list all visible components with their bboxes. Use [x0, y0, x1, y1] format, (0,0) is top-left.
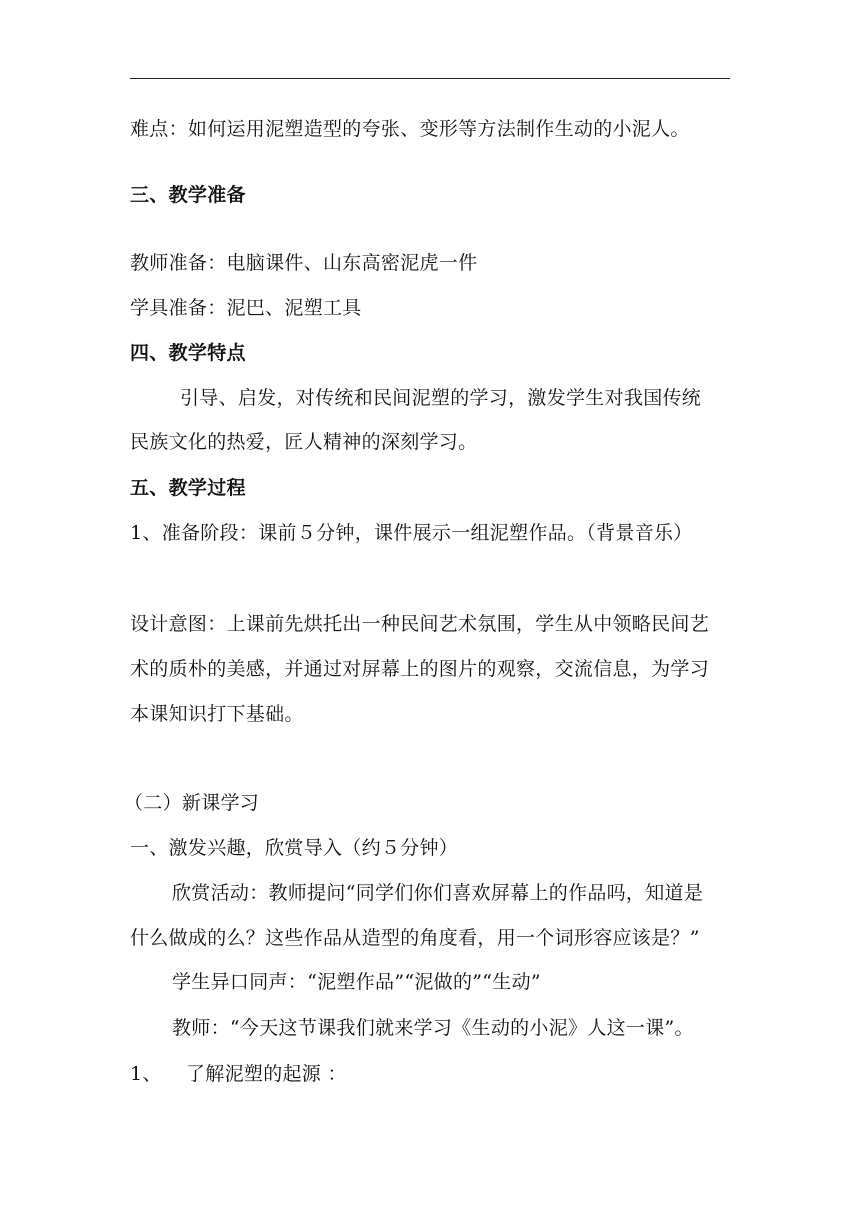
- intro-heading: 一、激发兴趣，欣赏导入（约５分钟）: [130, 837, 459, 859]
- features-paragraph-line2: 民族文化的热爱，匠人精神的深刻学习。: [130, 431, 478, 453]
- difficulty-text: 难点：如何运用泥塑造型的夸张、变形等方法制作生动的小泥人。: [130, 118, 690, 140]
- origin-number: 1、: [130, 1063, 162, 1085]
- teacher-says-text: 教师：“今天这节课我们就来学习《生动的小泥》人这一课”。: [172, 1017, 694, 1039]
- design-intent-line3: 本课知识打下基础。: [130, 703, 304, 725]
- design-intent-line2: 术的质朴的美感，并通过对屏幕上的图片的观察，交流信息，为学习: [130, 658, 710, 680]
- teacher-prep-text: 教师准备：电脑课件、山东高密泥虎一件: [130, 252, 478, 274]
- activity-paragraph-line1: 欣赏活动：教师提问“同学们你们喜欢屏幕上的作品吗，知道是: [172, 882, 704, 904]
- header-rule: [130, 78, 730, 79]
- design-intent-line1: 设计意图：上课前先烘托出一种民间艺术氛围，学生从中领略民间艺: [130, 613, 710, 635]
- activity-paragraph-line2: 什么做成的么？这些作品从造型的角度看，用一个词形容应该是？”: [130, 927, 700, 949]
- section-heading-features: 四、教学特点: [130, 342, 246, 364]
- students-reply-text: 学生异口同声：“泥塑作品”“泥做的”“生动”: [172, 971, 541, 993]
- features-paragraph-line1: 引导、启发，对传统和民间泥塑的学习，激发学生对我国传统: [180, 387, 702, 409]
- section-heading-preparation: 三、教学准备: [130, 184, 246, 206]
- step1-text: 1、准备阶段：课前５分钟，课件展示一组泥塑作品。（背景音乐）: [130, 522, 693, 544]
- new-lesson-heading: （二）新课学习: [124, 792, 260, 814]
- origin-text: 了解泥塑的起源 ：: [186, 1063, 347, 1085]
- section-heading-process: 五、教学过程: [130, 477, 246, 499]
- student-prep-text: 学具准备：泥巴、泥塑工具: [130, 297, 362, 319]
